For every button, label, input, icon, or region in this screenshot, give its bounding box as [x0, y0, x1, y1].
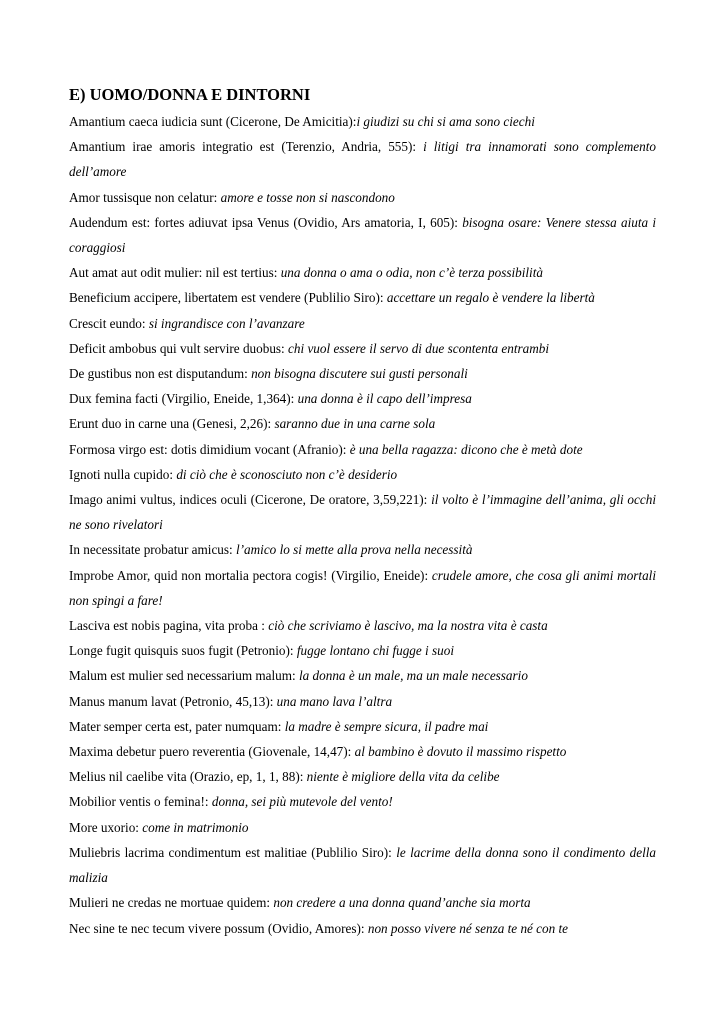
italian-translation: non credere a una donna quand’anche sia morta — [273, 895, 531, 911]
latin-text: Manus manum lavat (Petronio, 45,13): — [69, 693, 277, 709]
proverb-entry — [69, 739, 656, 764]
proverb-entry — [69, 815, 656, 840]
latin-text: Deficit ambobus qui vult servire duobus: — [69, 340, 289, 356]
latin-text: Amantium irae amoris integratio est (Terenzio, Andria, 555): — [69, 139, 424, 155]
latin-text: Beneficium accipere, libertatem est vendere (Publilio Siro): — [69, 290, 387, 306]
italian-translation: si ingrandisce con l’avanzare — [148, 315, 305, 331]
latin-text: Malum est mulier sed necessarium malum: — [69, 668, 299, 684]
latin-text: De gustibus non est disputandum: — [69, 366, 252, 382]
italian-translation: il volto è l’immagine dell’anima, gli occhi ne sono rivelatori — [69, 492, 656, 533]
latin-text: In necessitate probatur amicus: — [69, 542, 236, 558]
proverb-entry — [69, 537, 656, 562]
italian-translation: l’amico lo si mette alla prova nella necessità — [235, 542, 473, 558]
italian-translation: chi vuol essere il servo di due scontenta entrambi — [288, 340, 550, 356]
latin-text: Ignoti nulla cupido: — [69, 466, 177, 482]
proverb-entry — [69, 411, 656, 436]
italian-translation: bisogna osare: Venere stessa aiuta i coraggiosi — [69, 214, 657, 256]
proverb-entry — [69, 311, 656, 336]
proverb-entry — [69, 916, 656, 941]
latin-text: Mulieri ne credas ne mortuae quidem: — [69, 895, 274, 911]
latin-text: Crescit eundo: — [69, 315, 149, 331]
italian-translation: una mano lava l’altra — [276, 693, 393, 709]
section-heading: E) UOMO/DONNA E DINTORNI — [69, 85, 311, 104]
italian-translation: fugge lontano chi fugge i suoi — [296, 643, 454, 659]
latin-text: Longe fugit quisquis suos fugit (Petronio): — [69, 643, 297, 659]
latin-text: Amor tussisque non celatur: — [69, 189, 221, 205]
proverb-entry — [69, 185, 656, 210]
proverb-entry — [69, 336, 656, 361]
latin-text: Aut amat aut odit mulier: nil est tertius: — [69, 265, 281, 281]
proverb-entry — [69, 840, 656, 890]
italian-translation: di ciò che è sconosciuto non c’è desiderio — [176, 466, 398, 482]
italian-translation: la madre è sempre sicura, il padre mai — [284, 718, 489, 734]
latin-text: Lasciva est nobis pagina, vita proba : — [69, 618, 269, 634]
italian-translation: accettare un regalo è vendere la libertà — [386, 290, 595, 306]
latin-text: Mobilior ventis o femina!: — [69, 794, 212, 810]
latin-text: Improbe Amor, quid non mortalia pectora cogis! (Virgilio, Eneide): — [69, 567, 432, 583]
italian-translation: come in matrimonio — [142, 819, 249, 835]
italian-translation: amore e tosse non si nascondono — [220, 189, 395, 205]
italian-translation: una donna è il capo dell’impresa — [297, 391, 472, 407]
italian-translation: una donna o ama o odia, non c’è terza possibilità — [280, 265, 543, 281]
proverb-entry — [69, 134, 656, 184]
italian-translation: i giudizi su chi si ama sono ciechi — [356, 114, 535, 129]
latin-text: Imago animi vultus, indices oculi (Cicerone, De oratore, 3,59,221): — [69, 492, 432, 508]
italian-translation: non bisogna discutere sui gusti personali — [251, 366, 468, 382]
proverb-entry — [69, 361, 656, 386]
latin-text: Maxima debetur puero reverentia (Giovenale, 14,47): — [69, 744, 355, 760]
proverb-entry — [69, 462, 656, 487]
italian-translation: ciò che scriviamo è lascivo, ma la nostra vita è casta — [268, 618, 548, 634]
proverb-entry — [69, 789, 656, 814]
italian-translation: al bambino è dovuto il massimo rispetto — [354, 744, 567, 760]
latin-text: Erunt duo in carne una (Genesi, 2,26): — [69, 416, 275, 432]
latin-text: Muliebris lacrima condimentum est malitiae (Publilio Siro): — [69, 844, 397, 860]
proverb-entry — [69, 638, 656, 663]
proverb-entry — [69, 437, 656, 462]
latin-text: Melius nil caelibe vita (Orazio, ep, 1, 1, 88): — [69, 769, 307, 785]
proverb-entry — [69, 663, 656, 688]
proverb-entry — [69, 689, 656, 714]
latin-text: More uxorio: — [69, 819, 143, 835]
italian-translation: i litigi tra innamorati sono complemento dell’amore — [69, 139, 656, 180]
document-page — [69, 84, 656, 941]
proverb-entry — [69, 285, 656, 310]
proverb-entry — [69, 890, 656, 915]
latin-text: Mater semper certa est, pater numquam: — [69, 718, 285, 734]
italian-translation: la donna è un male, ma un male necessario — [299, 668, 528, 684]
latin-text: Nec sine te nec tecum vivere possum (Ovidio, Amores): — [69, 920, 368, 936]
latin-text: Audendum est: fortes adiuvat ipsa Venus (Ovidio, Ars amatoria, I, 605): — [69, 214, 463, 230]
proverb-entry — [69, 714, 656, 739]
proverb-entry — [69, 563, 656, 613]
proverb-entry — [69, 764, 656, 789]
proverb-entry — [69, 260, 656, 285]
latin-text: Amantium caeca iudicia sunt (Cicerone, De Amicitia): — [69, 114, 357, 129]
proverb-entry — [69, 109, 656, 134]
proverb-entry — [69, 210, 656, 260]
latin-text: Formosa virgo est: dotis dimidium vocant (Afranio): — [69, 441, 350, 457]
italian-translation: saranno due in una carne sola — [274, 416, 436, 432]
italian-translation: donna, sei più mutevole del vento! — [211, 794, 393, 810]
italian-translation: niente è migliore della vita da celibe — [306, 769, 500, 785]
italian-translation: le lacrime della donna sono il condimento della malizia — [69, 844, 656, 886]
italian-translation: è una bella ragazza: dicono che è metà dote — [349, 441, 583, 457]
proverb-entry — [69, 487, 656, 537]
italian-translation: crudele amore, che cosa gli animi mortali non spingi a fare! — [69, 567, 656, 608]
proverb-entry — [69, 386, 656, 411]
latin-text: Dux femina facti (Virgilio, Eneide, 1,364): — [69, 391, 298, 407]
italian-translation: non posso vivere né senza te né con te — [367, 920, 569, 936]
proverb-entry — [69, 613, 656, 638]
